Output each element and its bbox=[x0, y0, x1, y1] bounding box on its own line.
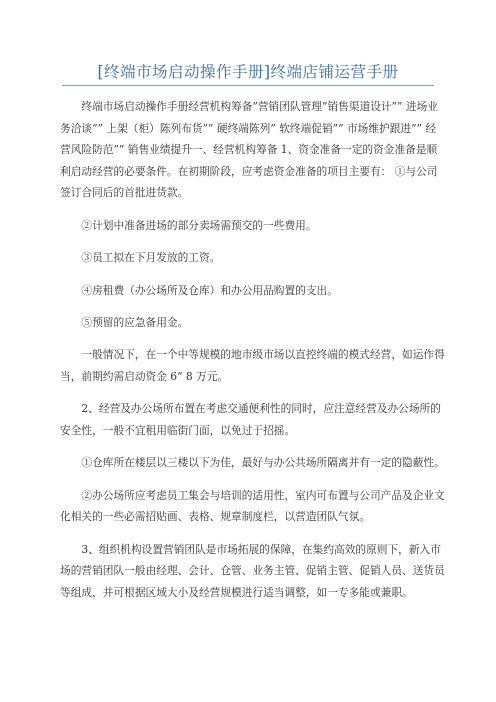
paragraph-startup-funds: 一般情况下，在一个中等规模的地市级市场以直控终端的模式经营，如运作得当，前期约需启动资金 6” 8 万元。 bbox=[60, 348, 445, 383]
title-underline bbox=[62, 85, 434, 86]
paragraph-intro: 终端市场启动操作手册经营机构筹备”营销团队管理”销售渠道设计”” 进场业务洽谈”” 上架（柜）陈列布货”” 硬终端陈列” 软终端促销”” 市场维护跟进”” 经营风险防范”” 销售业绩提升一、经营机构筹备 1、资金准备一定的资金准备是顺利启动经营的必要条件。在初期阶段，应考虑资金准备的项目主要有： ①与公司签订合同后的首批进货款。 bbox=[60, 100, 438, 200]
document-body bbox=[60, 96, 446, 614]
paragraph-item-4: ④房租费（办公场所及仓库）和办公用品购置的支出。 bbox=[81, 283, 338, 297]
document-title: [终端市场启动操作手册]终端店铺运营手册 bbox=[97, 63, 399, 81]
paragraph-office-setup: 2、经营及办公场所布置在考虑交通便利性的同时，应注意经营及办公场所的安全性，一般不宜租用临街门面，以免过于招摇。 bbox=[60, 402, 441, 437]
paragraph-item-5: ⑤预留的应急备用金。 bbox=[81, 315, 189, 329]
paragraph-item-3: ③员工拟在下月发放的工资。 bbox=[81, 251, 221, 265]
paragraph-organization: 3、组织机构设置营销团队是市场拓展的保障，在集约高效的原则下，新入市场的营销团队一般由经理、会计、仓管、业务主管、促销主管、促销人员、送货员等组成，并可根据区域大小及经营规模进行适当调整，如一专多能或兼职。 bbox=[60, 542, 445, 599]
paragraph-item-2: ②计划中准备进场的部分卖场需预交的一些费用。 bbox=[81, 218, 317, 232]
paragraph-office-space: ②办公场所应考虑员工集会与培训的适用性，室内可布置与公司产品及企业文化相关的一些必需招贴画、表格、规章制度栏，以营造团队气氛。 bbox=[60, 488, 445, 524]
paragraph-warehouse: ①仓库所在楼层以三楼以下为佳，最好与办公共场所隔离并有一定的隐蔽性。 bbox=[81, 456, 445, 470]
